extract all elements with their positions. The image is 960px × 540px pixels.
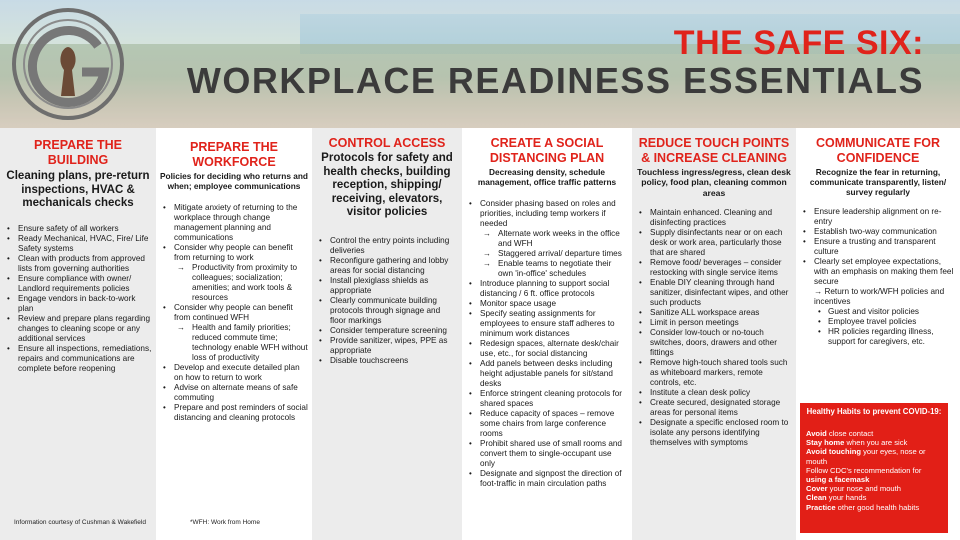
column-reduce-touch-points xyxy=(632,128,796,540)
habit-line: Avoid touching your eyes, nose or mouth xyxy=(806,447,926,466)
list-item: • Consider why people can benefit from returning to work → Productivity from proximity to colleagues; socialization; amenities; and work tools & resources xyxy=(160,243,308,303)
list-item: • Ready Mechanical, HVAC, Fire/ Life Safety systems xyxy=(4,234,152,254)
university-seal-logo xyxy=(10,6,126,122)
habit-line: Cover your nose and mouth xyxy=(806,484,901,494)
sub-list-item: → Health and family priorities; reduced commute time; technology enable WFH without loss of productivity xyxy=(174,323,308,363)
list-item: • Remove high-touch shared tools such as whiteboard markers, remote controls, etc. xyxy=(636,358,792,388)
list-item: • Remove food/ beverages – consider restocking with single service items xyxy=(636,258,792,278)
column-prepare-building xyxy=(0,128,156,540)
list-item: • Monitor space usage xyxy=(466,299,628,309)
list-item: • Supply disinfectants near or on each desk or work area, particularly those that are shared xyxy=(636,228,792,258)
title-line-1: THE SAFE SIX: xyxy=(673,24,924,62)
sub-list-item: → Alternate work weeks in the office and WFH xyxy=(480,229,628,249)
arrow-icon: → xyxy=(814,287,823,296)
habit-line: Stay home when you are sick xyxy=(806,438,908,448)
column-title: CREATE A SOCIAL DISTANCING PLAN xyxy=(489,136,605,165)
habit-line: Avoid close contact xyxy=(806,429,874,438)
list-item: • Disable touchscreens xyxy=(316,356,458,366)
list-item: • Clean with products from approved lists from governing authorities xyxy=(4,254,152,274)
habit-line: Clean your hands xyxy=(806,493,867,503)
healthy-habits-box xyxy=(800,403,948,533)
sub-list-item: → Staggered arrival/ departure times xyxy=(480,249,628,259)
bullet-list xyxy=(800,207,956,287)
column-subtitle: Decreasing density, schedule management, office traffic patterns xyxy=(477,167,617,187)
list-item: • Consider temperature screening xyxy=(316,326,458,336)
list-item: • Specify seating assignments for employees to ensure staff adheres to minimum work distances xyxy=(466,309,628,339)
column-subtitle: Cleaning plans, pre-return inspections, HVAC & mechanicals checks xyxy=(6,170,150,209)
sub-list-item: → Enable teams to negotiate their own 'in-office' schedules xyxy=(480,259,628,279)
list-item: • Designate and signpost the direction of foot-traffic in main circulation paths xyxy=(466,469,628,489)
list-item: • Add panels between desks including height adjustable panels for sit/stand desks xyxy=(466,359,628,389)
list-item: • Institute a clean desk policy xyxy=(636,388,792,398)
column-social-distancing xyxy=(462,128,632,540)
column-control-access xyxy=(312,128,462,540)
list-item: • Introduce planning to support social distancing / 6 ft. office protocols xyxy=(466,279,628,299)
list-item: • Create secured, designated storage areas for personal items xyxy=(636,398,792,418)
sub-list xyxy=(800,307,956,347)
column-title: COMMUNICATE FOR CONFIDENCE xyxy=(815,136,941,165)
column-title: PREPARE THE WORKFORCE xyxy=(190,140,278,169)
bullet-list xyxy=(466,199,628,489)
list-item: • Ensure compliance with owner/ Landlord requirements policies xyxy=(4,274,152,294)
list-item: • Engage vendors in back-to-work plan xyxy=(4,294,152,314)
list-item: • Enforce stringent cleaning protocols for shared spaces xyxy=(466,389,628,409)
list-item: • Consider why people can benefit from continued WFH → Health and family priorities; reduced commute time; technology enable WFH without loss of productivity xyxy=(160,303,308,363)
column-title: REDUCE TOUCH POINTS & INCREASE CLEANING xyxy=(638,136,790,165)
list-item: • Consider low-touch or no-touch switches, doors, drawers and other fittings xyxy=(636,328,792,358)
column-title: PREPARE THE BUILDING xyxy=(34,138,122,167)
habit-line: Follow CDC's recommendation for using a facemask xyxy=(806,465,922,485)
column-subtitle: Policies for deciding who returns and when; employee communications xyxy=(160,171,308,191)
list-item: • Clearly communicate building protocols through signage and floor markings xyxy=(316,296,458,326)
sub-list-item: • Employee travel policies xyxy=(814,317,956,327)
list-item: • Prohibit shared use of small rooms and convert them to single-occupant use only xyxy=(466,439,628,469)
sub-list-item: → Productivity from proximity to colleagues; socialization; amenities; and work tools & resources xyxy=(174,263,308,303)
wfh-footnote: *WFH: Work from Home xyxy=(190,519,260,526)
list-item: • Maintain enhanced. Cleaning and disinfecting practices xyxy=(636,208,792,228)
list-item: • Advise on alternate means of safe commuting xyxy=(160,383,308,403)
arrow-line: → Return to work/WFH policies and incentives xyxy=(814,287,945,306)
list-item: • Ensure safety of all workers xyxy=(4,224,152,234)
list-item: • Ensure all inspections, remediations, repairs and communications are complete before reopening xyxy=(4,344,152,374)
column-title: CONTROL ACCESS xyxy=(328,136,446,150)
header-banner xyxy=(0,0,960,128)
list-item: • Ensure a trusting and transparent culture xyxy=(800,237,956,257)
bullet-list xyxy=(4,224,152,374)
list-item: • Review and prepare plans regarding changes to cleaning scope or any additional services xyxy=(4,314,152,344)
list-item: • Enable DIY cleaning through hand sanitizer, disinfectant wipes, and other such products xyxy=(636,278,792,308)
list-item: • Sanitize ALL workspace areas xyxy=(636,308,792,318)
list-item: • Provide sanitizer, wipes, PPE as appropriate xyxy=(316,336,458,356)
list-item: • Reconfigure gathering and lobby areas for social distancing xyxy=(316,256,458,276)
bullet-list xyxy=(160,203,308,423)
sub-list-item: • Guest and visitor policies xyxy=(814,307,956,317)
list-item: • Ensure leadership alignment on re-entry xyxy=(800,207,956,227)
title-line-2: WORKPLACE READINESS ESSENTIALS xyxy=(186,60,924,101)
bullet-list xyxy=(316,236,458,366)
habit-line: Practice other good health habits xyxy=(806,502,920,512)
column-subtitle: Touchless ingress/egress, clean desk policy, food plan, cleaning common areas xyxy=(637,167,791,198)
list-item: • Clearly set employee expectations, with an emphasis on making them feel secure xyxy=(800,257,956,287)
list-item: • Prepare and post reminders of social distancing and cleaning protocols xyxy=(160,403,308,423)
column-subtitle: Protocols for safety and health checks, building reception, shipping/ receiving, elevators, visitor policies xyxy=(321,152,453,218)
list-item: • Limit in person meetings xyxy=(636,318,792,328)
list-item: • Designate a specific enclosed room to isolate any persons identifying themselves with symptoms xyxy=(636,418,792,448)
list-item: • Reduce capacity of spaces – remove some chairs from large conference rooms xyxy=(466,409,628,439)
sub-list-item: • HR policies regarding illness, support for caregivers, etc. xyxy=(814,327,956,347)
source-footnote: Information courtesy of Cushman & Wakefield xyxy=(14,519,146,526)
list-item: • Consider phasing based on roles and priorities, including temp workers if needed → Alternate work weeks in the office and WFH → Staggered arrival/ departure times → Enable teams to negotiate their own 'in-office' schedules xyxy=(466,199,628,279)
list-item: • Develop and execute detailed plan on how to return to work xyxy=(160,363,308,383)
list-item: • Redesign spaces, alternate desk/chair use, etc., for social distancing xyxy=(466,339,628,359)
list-item: • Mitigate anxiety of returning to the workplace through change management planning and communications xyxy=(160,203,308,243)
bullet-list xyxy=(636,208,792,448)
list-item: • Install plexiglass shields as appropriate xyxy=(316,276,458,296)
sub-list xyxy=(480,229,628,279)
list-item: • Establish two-way communication xyxy=(800,227,956,237)
column-prepare-workforce xyxy=(156,128,312,540)
healthy-habits-title: Healthy Habits to prevent COVID-19: xyxy=(806,407,942,416)
sub-list xyxy=(174,323,308,363)
sub-list xyxy=(174,263,308,303)
list-item: • Control the entry points including deliveries xyxy=(316,236,458,256)
column-subtitle: Recognize the fear in returning, communicate transparently, listen/ survey regularly xyxy=(809,167,947,197)
